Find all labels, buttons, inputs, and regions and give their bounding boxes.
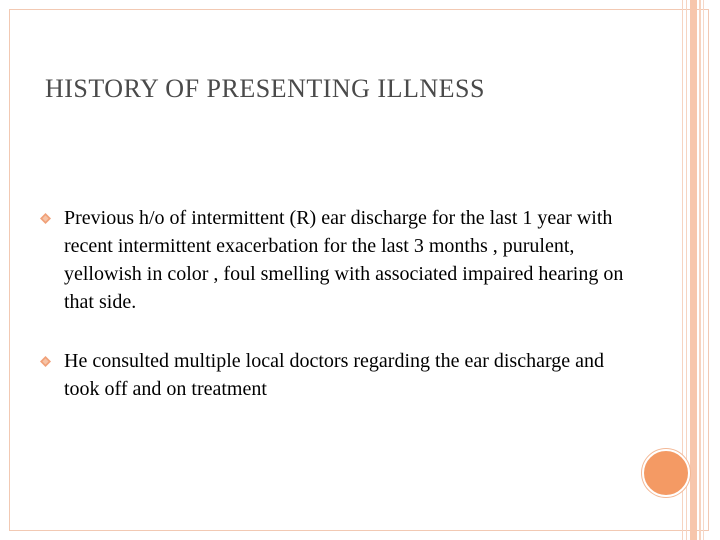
decorative-stripe xyxy=(699,0,701,540)
bullet-item xyxy=(40,347,640,403)
decorative-stripe xyxy=(703,0,704,540)
decorative-stripe xyxy=(690,0,697,540)
diamond-bullet-icon xyxy=(40,213,51,224)
slide-title: HISTORY OF PRESENTING ILLNESS xyxy=(45,74,485,103)
bullet-list xyxy=(40,204,640,403)
decorative-circle xyxy=(642,449,690,497)
diamond-bullet-icon xyxy=(40,356,51,367)
bullet-text: Previous h/o of intermittent (R) ear discharge for the last 1 year with recent intermittent exacerbation for the last 3 months , purulent, yellowish in color , foul smelling with associated impaired hearing on that side. xyxy=(64,207,624,313)
bullet-item xyxy=(40,204,640,316)
bullet-text: He consulted multiple local doctors regarding the ear discharge and took off and on treatment xyxy=(64,350,604,400)
